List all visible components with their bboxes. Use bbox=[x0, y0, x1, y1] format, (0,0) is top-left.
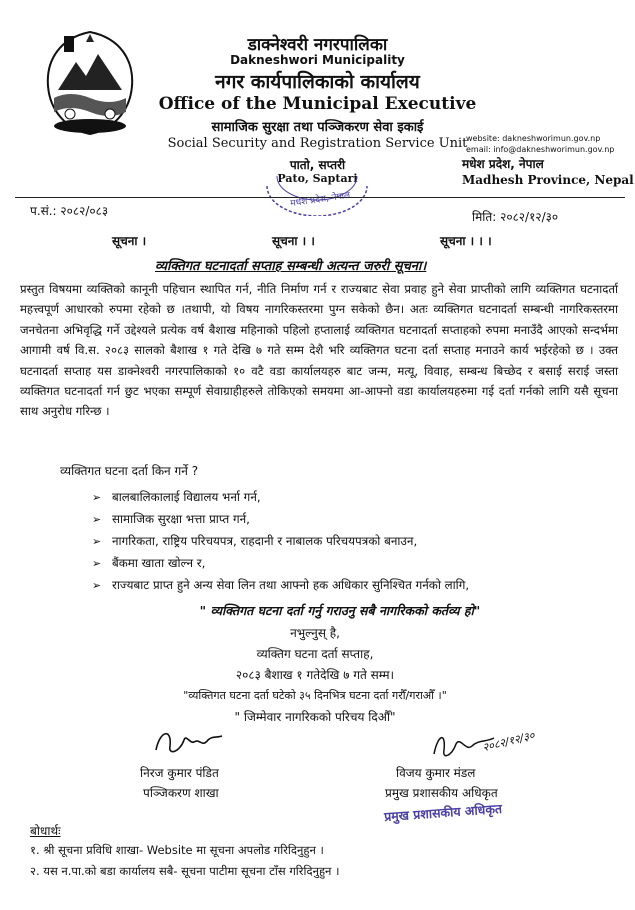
reference-number: प.सं.: २०८२/०८३ bbox=[30, 204, 109, 218]
place-en: Pato, Saptari bbox=[277, 172, 358, 185]
arrow-bullet-icon: ➢ bbox=[92, 557, 102, 570]
unit-name-en: Social Security and Registration Service Unit bbox=[167, 136, 468, 151]
closing-line-1: नभुल्नुस् है, bbox=[290, 626, 340, 640]
notice-subject: व्यक्तिगत घटनादर्ता सप्ताह सम्बन्धी अत्यन्त जरुरी सूचना। bbox=[155, 259, 427, 274]
closing-line-5: " जिम्मेवार नागरिकको परिचय दिऔँ" bbox=[234, 710, 396, 724]
list-item: ➢ नागरिकता, राष्ट्रिय परिचयपत्र, राहदानी र नाबालक परिचयपत्रको बनाउन, bbox=[92, 530, 612, 552]
office-name-en: Office of the Municipal Executive bbox=[158, 94, 477, 114]
cc-heading: बोधार्थः bbox=[30, 824, 61, 838]
left-signature bbox=[150, 722, 230, 762]
right-signatory-title: प्रमुख प्रशासकीय अधिकृत bbox=[385, 786, 498, 800]
notice-label-1: सूचना । bbox=[112, 234, 147, 248]
notice-label-2: सूचना । । bbox=[272, 234, 315, 248]
header-divider bbox=[15, 197, 625, 198]
left-signatory-title: पञ्जिकरण शाखा bbox=[143, 786, 219, 800]
unit-name-np: सामाजिक सुरक्षा तथा पञ्जिकरण सेवा इकाई bbox=[211, 120, 424, 135]
cc-item: १. श्री सूचना प्रविधि शाखा- Website मा सूचना अपलोड गरिदिनुहुन । bbox=[30, 843, 324, 857]
arrow-bullet-icon: ➢ bbox=[92, 579, 102, 592]
cc-item: २. यस न.पा.को बडा कार्यालय सबै- सूचना पाटीमा सूचना टाँस गरिदिनुहुन । bbox=[30, 864, 340, 878]
list-item: ➢ बालबालिकालाई विद्यालय भर्ना गर्न, bbox=[92, 486, 612, 508]
reasons-list bbox=[92, 486, 612, 596]
municipality-name-en: Dakneshwori Municipality bbox=[230, 53, 405, 67]
why-heading: व्यक्तिगत घटना दर्ता किन गर्ने ? bbox=[60, 464, 199, 478]
place-np: पातो, सप्तरी bbox=[289, 158, 346, 172]
arrow-bullet-icon: ➢ bbox=[92, 513, 102, 526]
list-item: ➢ बैंकमा खाता खोल्न र, bbox=[92, 552, 612, 574]
office-seal-stamp bbox=[262, 146, 372, 216]
municipality-name-np: डाक्नेश्वरी नगरपालिका bbox=[247, 35, 388, 55]
arrow-bullet-icon: ➢ bbox=[92, 535, 102, 548]
closing-line-2: व्यक्तिग घटना दर्ता सप्ताह, bbox=[256, 647, 374, 661]
closing-line-4: "व्यक्तिगत घटना दर्ता घटेको ३५ दिनभित्र घटना दर्ता गरौँ/गराऔँ ।" bbox=[183, 689, 447, 702]
email-text: email: info@dakneshworimun.gov.np bbox=[466, 145, 615, 154]
list-item: ➢ राज्यबाट प्राप्त हुने अन्य सेवा लिन तथा आफ्नो हक अधिकार सुनिश्चित गर्नको लागि, bbox=[92, 574, 612, 596]
slogan: " व्यक्तिगत घटना दर्ता गर्नु गराउनु सबै नागरिकको कर्तव्य हो" bbox=[199, 603, 481, 618]
province-np: मधेश प्रदेश, नेपाल bbox=[462, 157, 544, 171]
seal-text: मधेश प्रदेश, नेपाल bbox=[289, 190, 351, 210]
left-signatory-name: निरज कुमार पंडित bbox=[140, 766, 219, 780]
list-item: ➢ सामाजिक सुरक्षा भत्ता प्राप्त गर्न, bbox=[92, 508, 612, 530]
notice-label-3: सूचना । । । bbox=[440, 234, 492, 248]
province-en: Madhesh Province, Nepal bbox=[462, 173, 634, 187]
notice-body: प्रस्तुत विषयमा व्यक्तिको कानूनी पहिचान स्थापित गर्न, नीति निर्माण गर्न र राज्यबाट सेवा प्रवाह हुने सेवा प्राप्तीको लागि व्यक्तिगत घटनादर्ता महत्त्वपूर्ण आधारको रुपमा रहेको छ ।तथापी, यो विषय नागरिकस्तरमा पुग्न सकेको छैन। अतः व्यक्तिगत घटनादर्ता सम्बन्धी नागरिकस्तरमा जनचेतना अभिवृद्धि गर्ने उद्देश्यले प्रत्येक वर्ष बैशाख महिनाको पहिलो हप्तालाई व्यक्तिगत घटनादर्ता सप्ताहको रुपमा मनाउँदै आएको सन्दर्भमा आगामी वर्ष वि.स. २०८३ सालको बैशाख १ गते देखि ७ गते सम्म देशै भरि व्यक्तिगत घटना दर्ता सप्ताह मनाउने कार्य भईरहेको छ । उक्त घटनादर्ता सप्ताह यस डाक्नेश्वरी नगरपालिकाको १० वटै वडा कार्यालयहरु बाट जन्म, मत्यू, विवाह, सम्बन्ध बिच्छेद र बसाई सराई जस्ता व्यक्तिगत घटनादर्ता गर्न छुट भएका सम्पूर्ण सेवाग्राहीहरुले तोकिएको समयमा आ-आफ्नो वडा कार्यालयहरुमा गई दर्ता गर्नको लागि यसै सूचना साथ अनुरोध गरिन्छ । bbox=[20, 282, 618, 419]
right-signature-date: २०८२/१२/३० bbox=[481, 728, 536, 755]
date: मिति: २०८२/१२/३० bbox=[472, 210, 559, 224]
municipality-emblem-logo bbox=[40, 28, 140, 138]
right-signatory-name: विजय कुमार मंडल bbox=[396, 766, 476, 780]
arrow-bullet-icon: ➢ bbox=[92, 491, 102, 504]
closing-line-3: २०८३ बैशाख १ गतेदेखि ७ गते सम्म। bbox=[235, 668, 395, 682]
office-name-np: नगर कार्यपालिकाको कार्यालय bbox=[215, 71, 420, 93]
designation-stamp: प्रमुख प्रशासकीय अधिकृत bbox=[383, 800, 503, 825]
website-text: website: dakneshworimun.gov.np bbox=[466, 134, 601, 143]
